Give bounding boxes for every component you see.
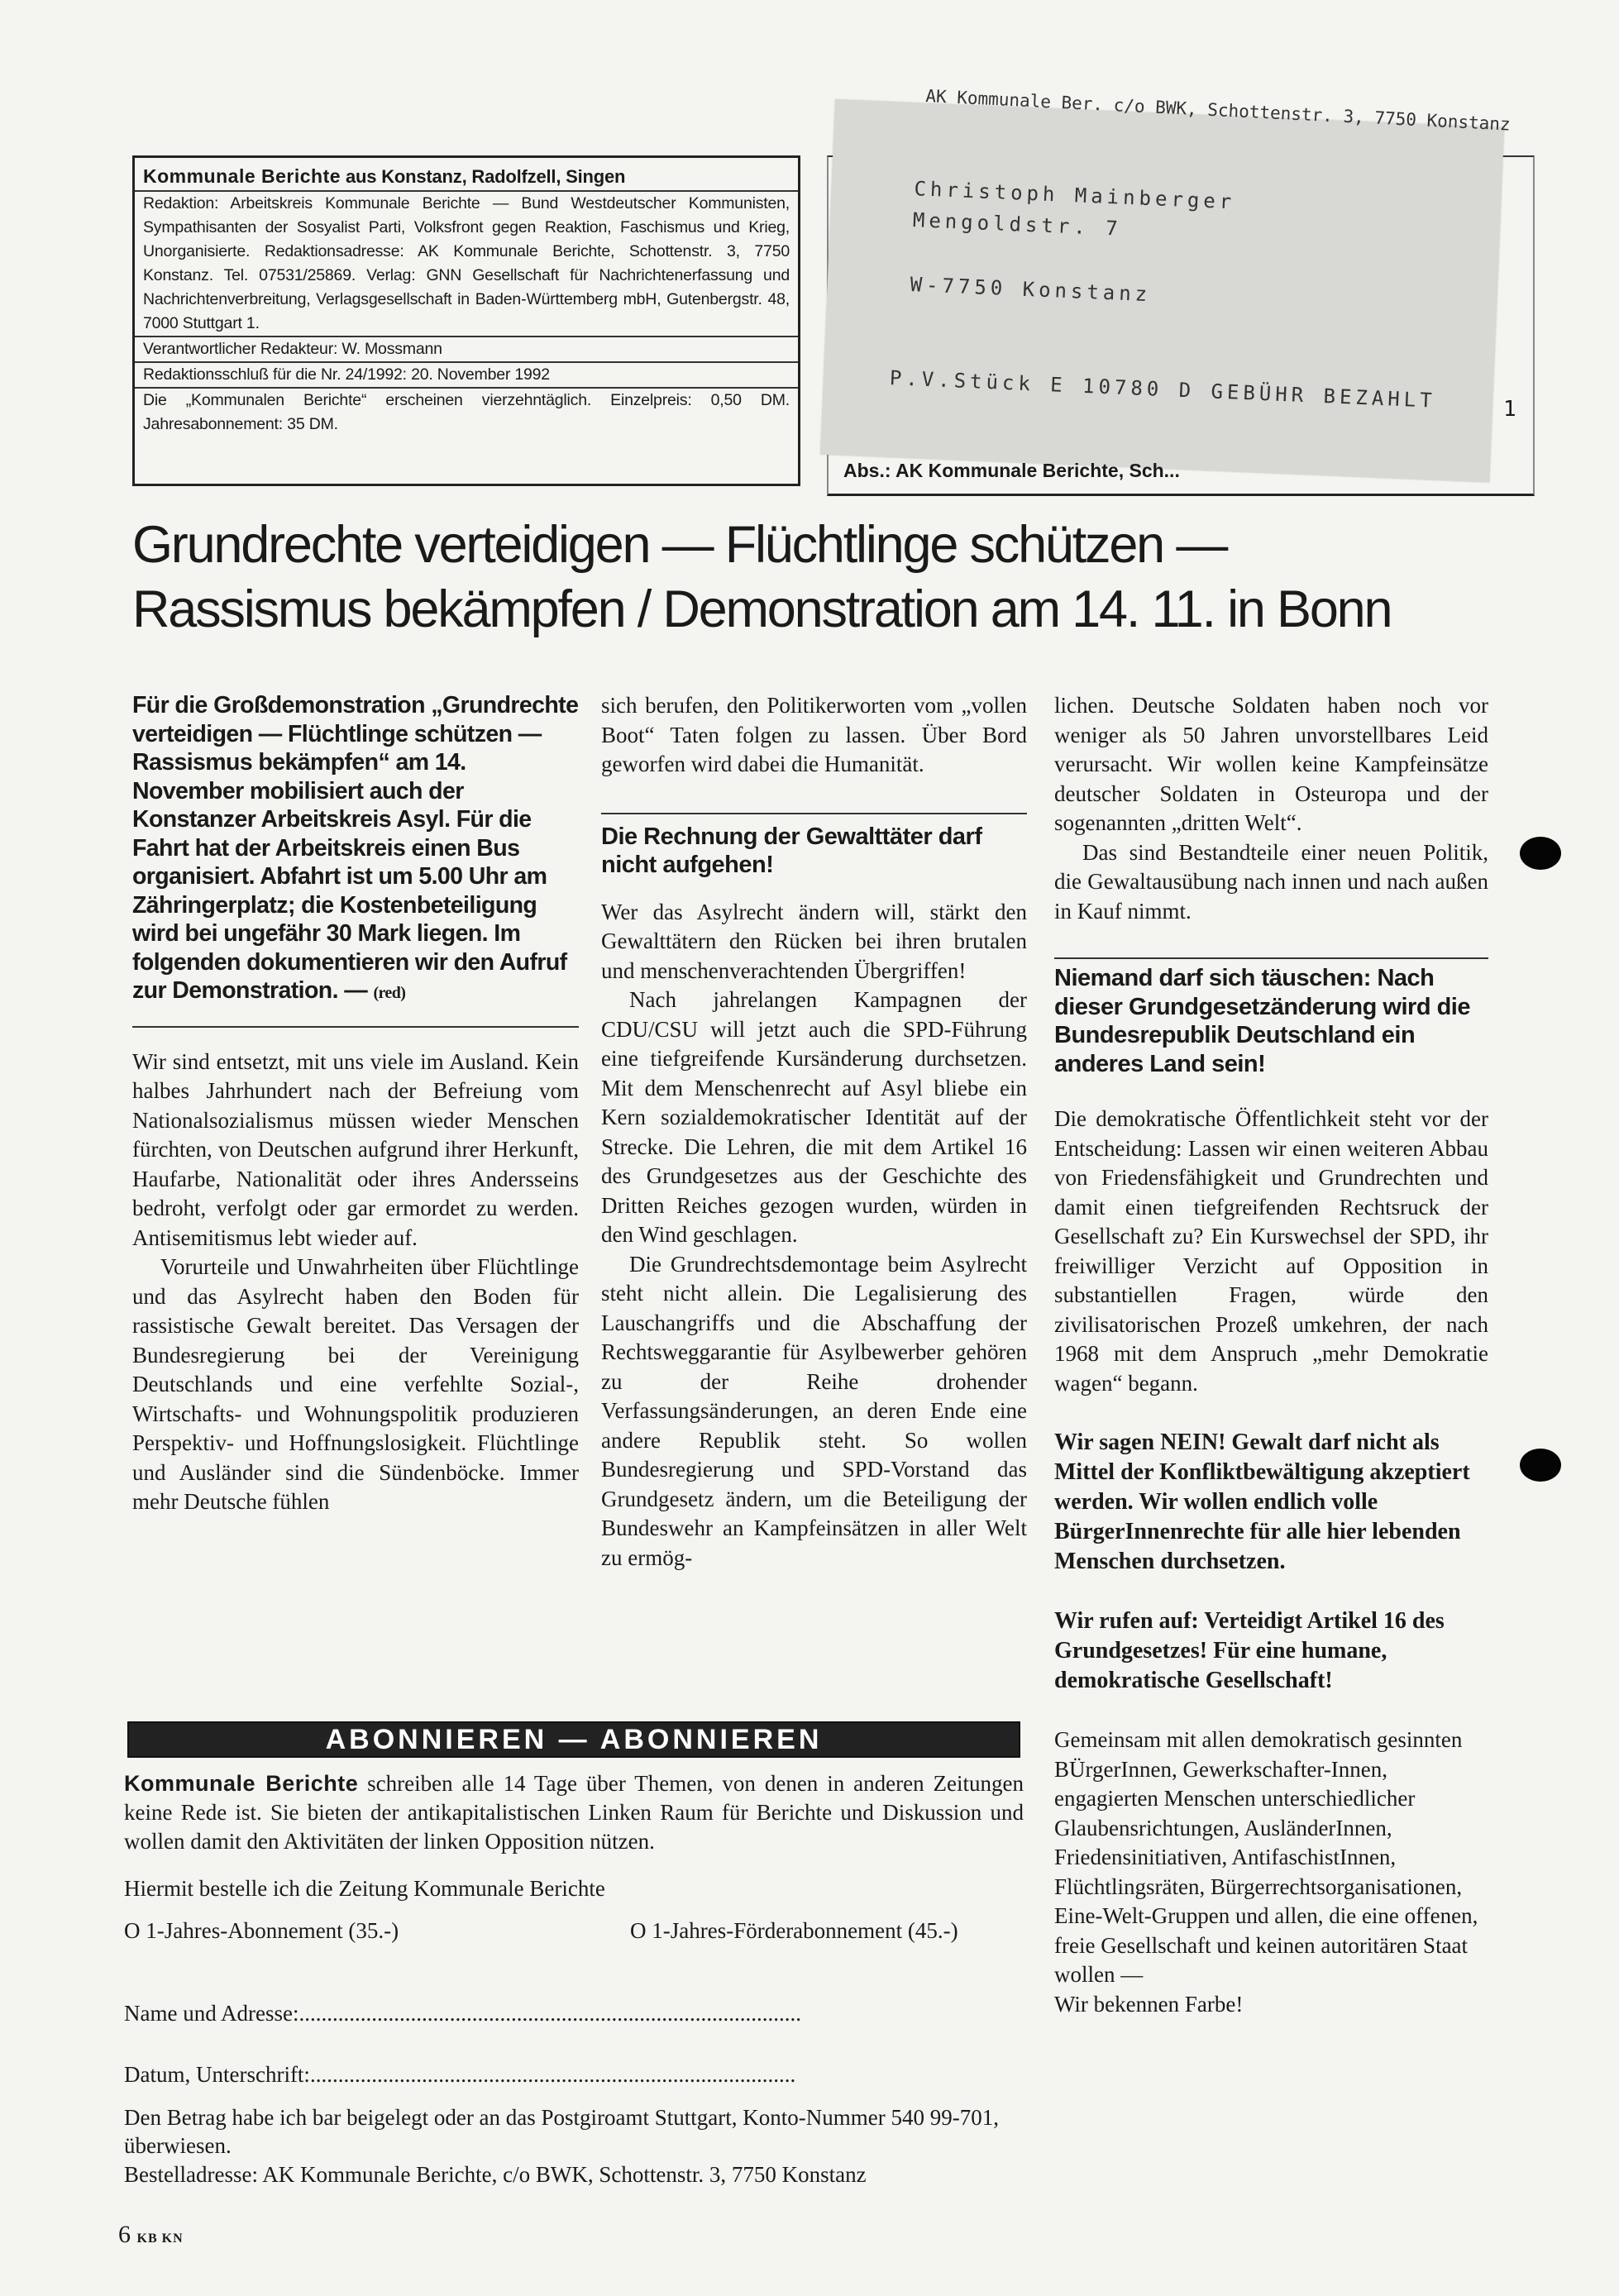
column-3-bold-statement: Wir sagen NEIN! Gewalt darf nicht als Mittel der Konfliktbewältigung akzeptiert werden. Wir wollen endlich volle BürgerInnenrechte für alle hier lebenden Menschen durchsetzen. — [1054, 1430, 1470, 1574]
signature-label: Datum, Unterschrift: — [124, 2062, 310, 2087]
page-headline — [132, 513, 1521, 642]
signature-field[interactable]: Datum, Unterschrift:....................................................................................... — [124, 2062, 796, 2087]
page-number: 6 — [118, 2221, 131, 2248]
name-address-label: Name und Adresse: — [124, 2001, 299, 2026]
headline-line-2: Rassismus bekämpfen / Demonstration am 14. 11. in Bonn — [132, 580, 1392, 638]
column-3-subheading: Niemand darf sich täuschen: Nach dieser Grundgesetzänderung wird die Bundesrepublik Deutschland ein anderes Land sein! — [1054, 965, 1470, 1077]
punch-hole-top — [1520, 837, 1561, 870]
name-address-field[interactable]: Name und Adresse:.......................................................................................... — [124, 2001, 801, 2026]
column-3-call: Wir rufen auf: Verteidigt Artikel 16 des Grundgesetzes! Für eine humane, demokratische Gesellschaft! — [1054, 1608, 1445, 1693]
abo-description: schreiben alle 14 Tage über Themen, von denen in anderen Zeitungen keine Rede ist. Sie bieten der antikapitalistischen Linken Raum für Berichte und Diskussion und wollen damit den Aktivitäten der linken Opposition nützen. — [124, 1771, 1024, 1854]
column-3-paragraph-1: Das sind Bestandteile einer neuen Politik, die Gewaltausübung nach innen und nach außen in Kauf nimmt. — [1054, 839, 1488, 924]
recipient-street: Mengoldstr. 7 — [912, 208, 1123, 241]
abo-text — [124, 1769, 1024, 1856]
masthead-brand: Kommunale Berichte — [143, 165, 341, 187]
absender-line: Abs.: AK Kommunale Berichte, Sch... — [843, 460, 1180, 481]
abo-banner: ABONNIEREN — ABONNIEREN — [127, 1721, 1020, 1758]
column-3 — [1054, 691, 1488, 2019]
headline-line-1: Grundrechte verteidigen — Flüchtlinge schützen — — [132, 516, 1227, 574]
label-number: 1 — [1503, 397, 1516, 422]
column-2-paragraph-0: sich berufen, den Politikerworten vom „vollen Boot“ Taten folgen zu lassen. Über Bord geworfen wird dabei die Humanität. — [601, 693, 1027, 776]
column-1-rule — [132, 1026, 579, 1028]
recipient-name: Christoph Mainberger — [913, 177, 1236, 214]
column-3-paragraph-0: lichen. Deutsche Soldaten haben noch vor weniger als 50 Jahren unvorstellbares Leid verursacht. Wir wollen keine Kampfeinsätze deutscher Soldaten in Osteuropa und der sogenannten „dritten Welt“. — [1054, 693, 1488, 835]
page-code: KB KN — [136, 2232, 184, 2246]
recipient-city: W-7750 Konstanz — [910, 273, 1152, 307]
abo-option-1[interactable]: O 1-Jahres-Abonnement (35.-) — [124, 1918, 399, 1943]
sender-line: AK Kommunale Ber. c/o BWK, Schottenstr. 3, 7750 Konstanz — [924, 86, 1512, 135]
address-sticker — [820, 99, 1504, 483]
column-1 — [132, 691, 579, 1517]
column-2 — [601, 691, 1027, 1573]
abo-order-line: Hiermit bestelle ich die Zeitung Kommunale Berichte — [124, 1876, 605, 1901]
column-2-paragraph-3: Die Grundrechtsdemontage beim Asylrecht steht nicht allein. Die Legalisierung des Lauschangriffs und die Abschaffung der Rechtsweggarantie für Asylbewerber gehören zu der Reihe drohender Verfassungsänderungen, an deren Ende eine andere Republik steht. So wollen Bundesregierung und SPD-Vorstand das Grundgesetz ändern, um die Beteiligung der Bundeswehr an Kampfeinsätzen in aller Welt zu ermög- — [601, 1251, 1027, 1570]
column-2-paragraph-2: Nach jahrelangen Kampagnen der CDU/CSU will jetzt auch die SPD-Führung eine tiefgreifende Kursänderung durchsetzen. Mit dem Menschenrecht auf Asyl bliebe ein Kern sozialdemokratischer Identität auf der Strecke. Die Lehren, die mit dem Artikel 16 des Grundgesetzes aus der Geschichte des Dritten Reiches gezogen wurden, würden in den Wind geschlagen. — [601, 987, 1027, 1247]
postage-note: P.V.Stück E 10780 D GEBÜHR BEZAHLT — [889, 366, 1437, 413]
page-footer — [118, 2221, 184, 2249]
masthead-editor: Verantwortlicher Redakteur: W. Mossmann — [135, 337, 798, 363]
column-2-paragraph-1: Wer das Asylrecht ändern will, stärkt den Gewalttätern den Rücken bei ihren brutalen und menschenverachtenden Übergriffen! — [601, 899, 1027, 983]
abo-payment: Den Betrag habe ich bar beigelegt oder an das Postgiroamt Stuttgart, Konto-Nummer 540 99-701, überwiesen. — [124, 2105, 999, 2158]
column-1-paragraph-2: Vorurteile und Unwahrheiten über Flüchtlinge und das Asylrecht haben den Boden für rassistische Gewalt bereitet. Das Versagen der Bundesregierung bei der Vereinigung Deutschlands und eine verfehlte Sozial-, Wirtschafts- und Wohnungspolitik produzieren Perspektiv- und Hoffnungslosigkeit. Flüchtlinge und Ausländer sind die Sündenböcke. Immer mehr Deutsche fühlen — [132, 1254, 579, 1514]
column-2-subheading: Die Rechnung der Gewalttäter darf nicht aufgehen! — [601, 823, 982, 878]
masthead-title: aus Konstanz, Radolfzell, Singen — [341, 166, 626, 187]
masthead-redaktion: Redaktion: Arbeitskreis Kommunale Berichte — Bund Westdeutscher Kommunisten, Sympathisanten der Sosyalist Parti, Volksfront gegen Reaktion, Faschismus und Krieg, Unorganisierte. Redaktionsadresse: AK Kommunale Berichte, Schottenstr. 3, 7750 Konstanz. Tel. 07531/25869. Verlag: GNN Gesellschaft für Nachrichtenerfassung und Nachrichtenverbreitung, Verlagsgesellschaft in Baden-Württemberg mbH, Gutenbergstr. 48, 7000 Stuttgart 1. — [135, 192, 798, 337]
column-3-closing: Wir bekennen Farbe! — [1054, 1991, 1244, 2017]
column-3-rule — [1054, 957, 1488, 959]
abo-option-2[interactable]: O 1-Jahres-Förderabonnement (45.-) — [630, 1918, 958, 1943]
abo-brand: Kommunale Berichte — [124, 1771, 359, 1796]
column-2-rule — [601, 813, 1027, 814]
masthead-box — [132, 155, 800, 486]
masthead-price: Die „Kommunalen Berichte“ erscheinen vierzehntäglich. Einzelpreis: 0,50 DM. Jahresabonnement: 35 DM. — [143, 391, 790, 433]
column-3-paragraph-2: Die demokratische Öffentlichkeit steht vor der Entscheidung: Lassen wir einen weiteren Abbau von Friedensfähigkeit und Grundrechten und damit einen tiefgreifenden Rechtsruck der Gesellschaft zu? Ein Kurswechsel der SPD, ihr freiwilliger Verzicht auf Opposition in substantiellen Fragen, würde den zivilisatorischen Prozeß umkehren, der nach 1968 mit dem Anspruch „mehr Demokratie wagen“ begann. — [1054, 1106, 1488, 1396]
column-1-paragraph-1: Wir sind entsetzt, mit uns viele im Ausland. Kein halbes Jahrhundert nach der Befreiung vom Nationalsozialismus müssen wieder Menschen fürchten, von Deutschen aufgrund ihrer Herkunft, Haufarbe, Nationalität oder ihres Andersseins bedroht, verfolgt oder gar ermordet zu werden. Antisemitismus lebt wieder auf. — [132, 1048, 579, 1250]
column-3-paragraph-3: Gemeinsam mit allen demokratisch gesinnten BÜrgerInnen, Gewerkschafter-Innen, engagierten Menschen unterschiedlicher Glaubensrichtungen, AusländerInnen, Friedensinitiativen, AntifaschistInnen, Flüchtlingsräten, Bürgerrechtsorganisationen, Eine-Welt-Gruppen und allen, die eine offenen, freie Gesellschaft und keinen autoritären Staat wollen — — [1054, 1727, 1478, 1987]
intro-text: Für die Großdemonstration „Grundrechte verteidigen — Flüchtlinge schützen — Rassismus bekämpfen“ am 14. November mobilisiert auch der Konstanzer Arbeitskreis Asyl. Für die Fahrt hat der Arbeitskreis einen Bus organisiert. Abfahrt ist um 5.00 Uhr am Zähringerplatz; die Kostenbeteiligung wird bei ungefähr 30 Mark liegen. Im folgenden dokumentieren wir den Aufruf zur Demonstration. — (red) — [132, 692, 579, 1004]
abo-order-address: Bestelladresse: AK Kommunale Berichte, c/o BWK, Schottenstr. 3, 7750 Konstanz — [124, 2162, 867, 2187]
masthead-deadline: Redaktionsschluß für die Nr. 24/1992: 20. November 1992 — [135, 363, 798, 389]
punch-hole-bottom — [1520, 1449, 1561, 1482]
